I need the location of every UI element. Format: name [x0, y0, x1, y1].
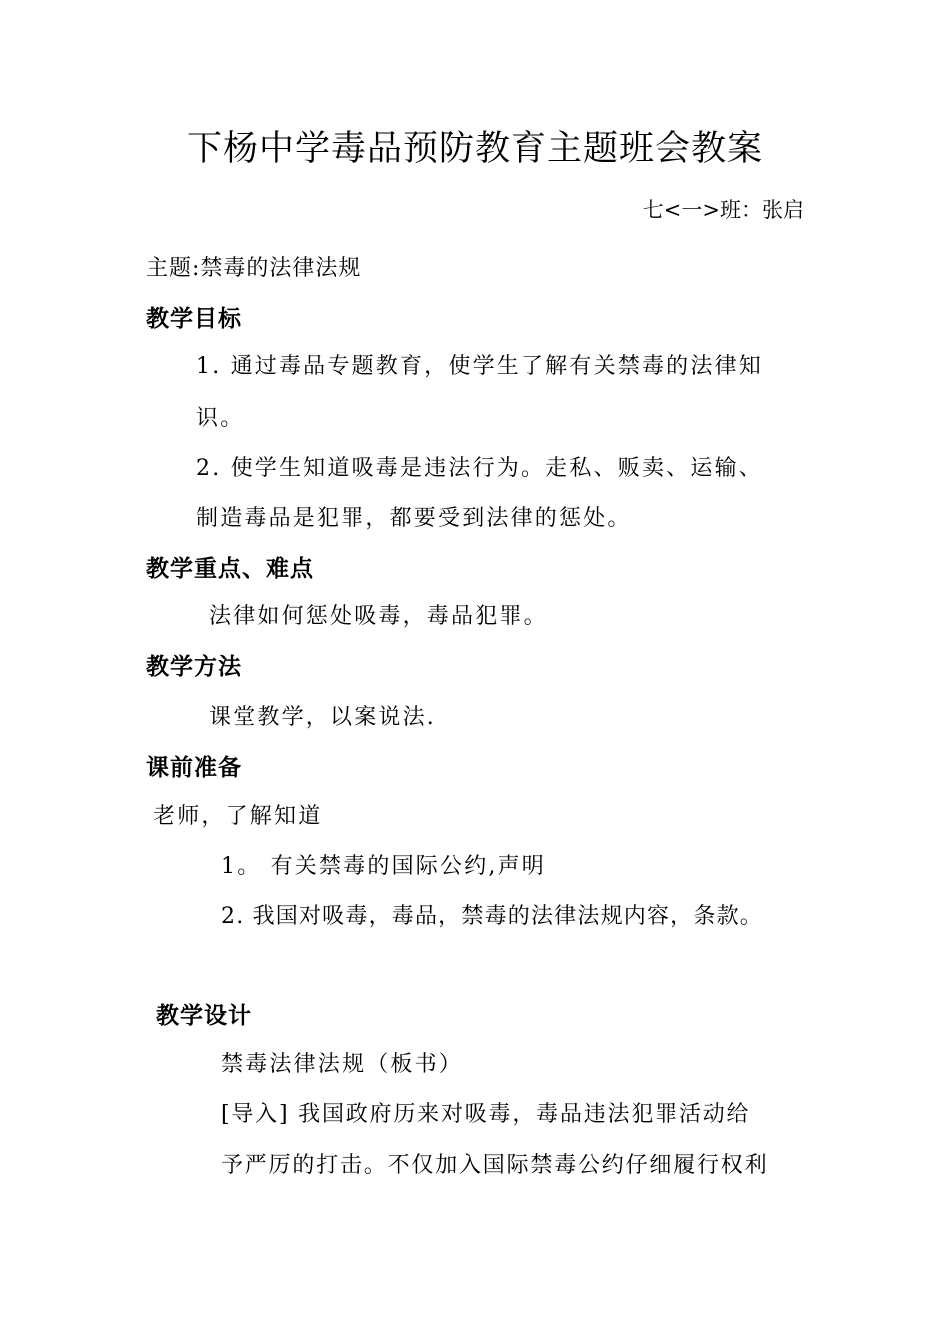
objectives-heading: 教学目标	[146, 306, 242, 332]
design-board-title: 禁毒法律法规（板书）	[221, 1052, 464, 1077]
design-intro-line-1: [导入] 我国政府历来对吸毒，毒品违法犯罪活动给	[221, 1102, 751, 1127]
preparation-heading: 课前准备	[146, 755, 242, 781]
theme-line: 主题:禁毒的法律法规	[146, 256, 362, 281]
page-title: 下杨中学毒品预防教育主题班会教案	[186, 129, 763, 169]
preparation-item-2: 2. 我国对吸毒，毒品，禁毒的法律法规内容，条款。	[221, 904, 763, 929]
design-heading: 教学设计	[156, 1003, 252, 1029]
key-points-text: 法律如何惩处吸毒，毒品犯罪。	[209, 604, 548, 629]
byline: 七<一>班：张启	[642, 198, 804, 222]
objective-1-line-2: 识。	[196, 406, 245, 431]
design-intro-line-2: 予严厉的打击。不仅加入国际禁毒公约仔细履行权利	[221, 1153, 769, 1178]
preparation-intro: 老师，了解知道	[153, 804, 323, 829]
preparation-item-1: 1。 有关禁毒的国际公约,声明	[221, 854, 546, 879]
objective-2-line-1: 2. 使学生知道吸毒是违法行为。走私、贩卖、运输、	[196, 456, 763, 481]
objective-2-line-2: 制造毒品是犯罪，都要受到法律的惩处。	[196, 506, 632, 531]
methods-heading: 教学方法	[146, 654, 242, 680]
key-points-heading: 教学重点、难点	[146, 556, 314, 582]
objective-1-line-1: 1. 通过毒品专题教育，使学生了解有关禁毒的法律知	[196, 354, 763, 379]
methods-text: 课堂教学，以案说法.	[209, 705, 436, 730]
